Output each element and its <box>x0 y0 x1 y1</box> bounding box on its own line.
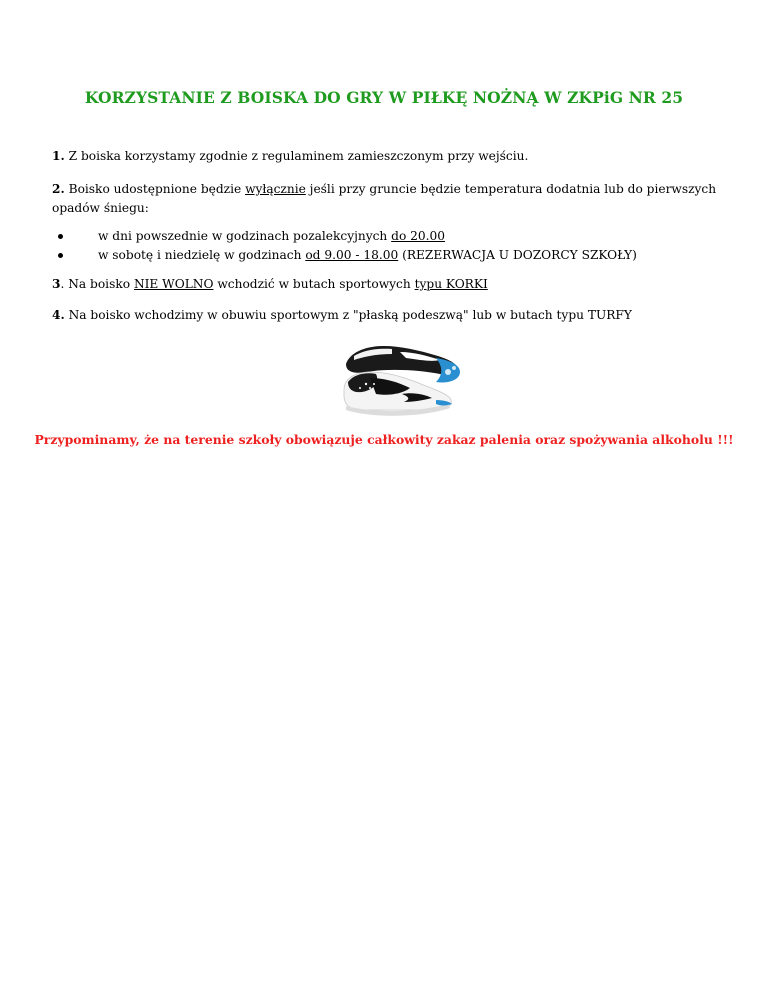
bullet-weekend-text: w sobotę i niedzielę w godzinach <box>98 248 306 262</box>
bullet-weekdays-hours: do 20.00 <box>391 229 446 243</box>
rule-4-text: Na boisko wchodzimy w obuwiu sportowym z "płaską podeszwą" lub w butach typu TURFY <box>64 308 632 322</box>
rule-4-number: 4. <box>52 308 65 322</box>
rule-1-text: Z boiska korzystamy zgodnie z regulaminem zamieszczonym przy wejściu. <box>64 149 529 163</box>
rule-2-bullet-list <box>52 227 732 265</box>
rule-3-text-b: wchodzić w butach sportowych <box>213 277 415 291</box>
bullet-dot <box>58 234 63 239</box>
rule-4 <box>52 306 722 325</box>
rule-3 <box>52 275 722 294</box>
bullet-dot <box>58 253 63 258</box>
warning-notice: Przypominamy, że na terenie szkoły obowiązuje całkowity zakaz palenia oraz spożywania alkoholu !!! <box>34 432 734 447</box>
page-title: KORZYSTANIE Z BOISKA DO GRY W PIŁKĘ NOŻNĄ W ZKPiG NR 25 <box>84 88 684 107</box>
rule-3-number: 3 <box>52 277 61 291</box>
bullet-weekend-hours: od 9.00 - 18.00 <box>305 248 399 262</box>
rule-3-underline-forbidden: NIE WOLNO <box>133 277 214 291</box>
bullet-weekend-note: (REZERWACJA U DOZORCY SZKOŁY) <box>398 248 637 262</box>
rule-2-number: 2. <box>52 182 65 196</box>
rule-2 <box>52 180 722 218</box>
bullet-weekend <box>52 246 732 265</box>
rule-1 <box>52 147 722 166</box>
rule-3-text-a: . Na boisko <box>60 277 134 291</box>
bullet-weekdays <box>52 227 732 246</box>
rule-1-number: 1. <box>52 149 65 163</box>
rule-2-underline: wyłącznie <box>245 182 306 196</box>
bullet-weekdays-text: w dni powszednie w godzinach pozalekcyjnych <box>98 229 392 243</box>
turf-shoe-image <box>340 338 462 420</box>
rule-2-text-a: Boisko udostępnione będzie <box>64 182 246 196</box>
rule-3-underline-cleats: typu KORKI <box>414 277 488 291</box>
turf-shoe-icon <box>340 338 462 420</box>
rule-2-text-b: jeśli przy gruncie będzie temperatura dodatnia lub do pierwszych opadów śniegu: <box>52 182 717 215</box>
